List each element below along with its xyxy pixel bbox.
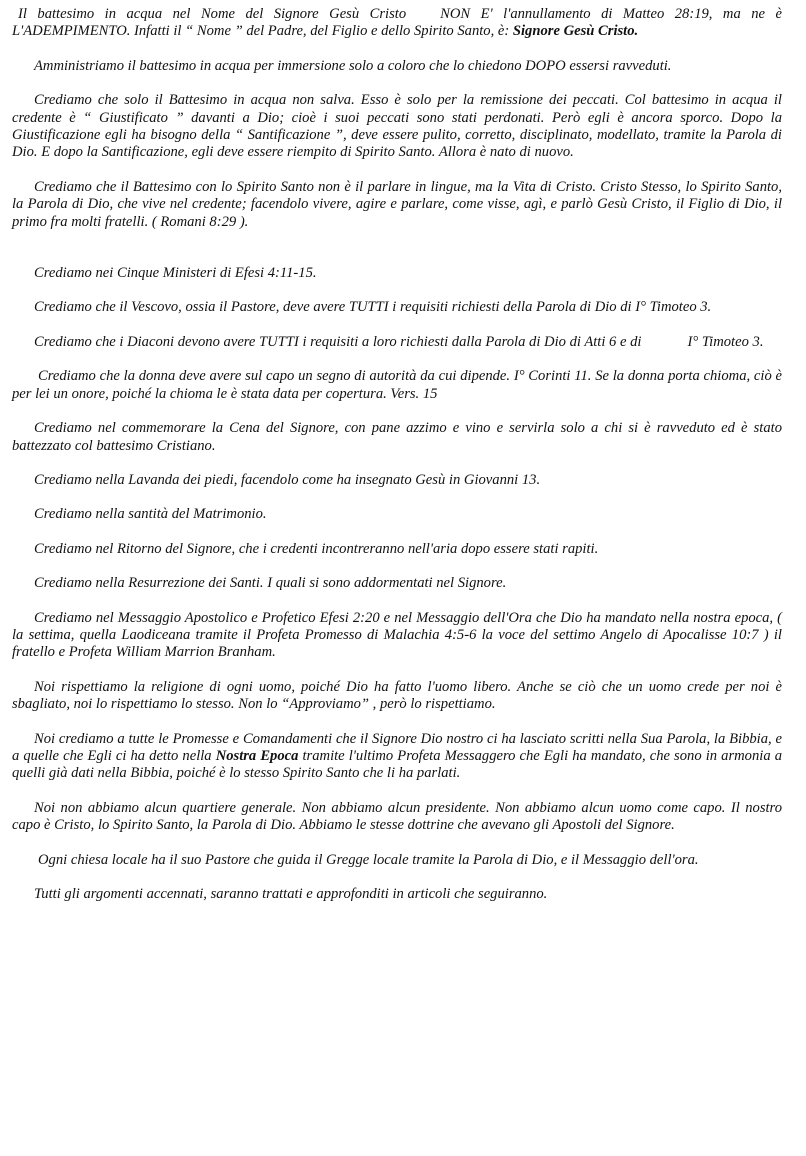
paragraph-headquarters: Noi non abbiamo alcun quartiere generale. Non abbiamo alcun presidente. Non abbiamo alcun uomo come capo. Il nostro capo è Cristo, lo Spirito Santo, la Parola di Dio. Abbiamo le stesse dottrine che avevano gli Apostoli del Signore. xyxy=(12,799,782,834)
paragraph-lords-supper: Crediamo nel commemorare la Cena del Signore, con pane azzimo e vino e servirla solo a chi si è ravveduto ed è stato battezzato col battesimo Cristiano. xyxy=(12,420,782,454)
paragraph-baptism-name-strong: Signore Gesù Cristo. xyxy=(512,23,639,40)
paragraph-baptism-name xyxy=(12,6,782,41)
paragraph-deacons-lead: Crediamo che i Diaconi devono avere TUTTI i requisiti a loro richiesti dalla Parola di Dio di Atti 6 e di xyxy=(34,333,642,350)
paragraph-resurrection: Crediamo nella Resurrezione dei Santi. I quali si sono addormentati nel Signore. xyxy=(34,575,507,592)
paragraph-woman-head: Crediamo che la donna deve avere sul capo un segno di autorità da cui dipende. I° Corinti 11. Se la donna porta chioma, ciò è per lei un onore, poiché la chioma le è stata data per copertura. Vers. 15 xyxy=(12,368,782,402)
paragraph-baptism-name-lead: Il battesimo in acqua nel Nome del Signore Gesù Cristo xyxy=(18,6,407,22)
paragraph-promises-lead: Noi crediamo a tutte le Promesse e Comandamenti che il Signore Dio nostro ci ha lasciato scritti nella Sua Parola, la Bibbia, e a quelle che Egli ci ha detto nella xyxy=(12,730,782,764)
paragraph-foot-washing: Crediamo nella Lavanda dei piedi, facendolo come ha insegnato Gesù in Giovanni 13. xyxy=(34,471,541,488)
paragraph-return: Crediamo nel Ritorno del Signore, che i credenti incontreranno nell'aria dopo essere stati rapiti. xyxy=(34,540,599,557)
spacer xyxy=(12,248,782,265)
paragraph-promises-tail: tramite l'ultimo Profeta Messaggero che Egli ha mandato, che sono in armonia a quelli già dati nella Bibbia, poiché è lo stesso Spirito Santo che li ha parlati. xyxy=(12,747,782,782)
paragraph-holy-spirit-baptism: Crediamo che il Battesimo con lo Spirito Santo non è il parlare in lingue, ma la Vita di Cristo. Cristo Stesso, lo Spirito Santo, la Parola di Dio, che vive nel credente; facendolo vivere, agire e parlare, come visse, agì, e parlò Gesù Cristo, il Figlio di Dio, il primo fra molti fratelli. ( Romani 8:29 ). xyxy=(12,178,782,230)
document-page xyxy=(12,6,782,920)
paragraph-promises xyxy=(12,731,782,783)
paragraph-five-ministries: Crediamo nei Cinque Ministeri di Efesi 4:11-15. xyxy=(34,265,317,282)
paragraph-immersion: Amministriamo il battesimo in acqua per immersione solo a coloro che lo chiedono DOPO essersi ravveduti. xyxy=(34,57,672,74)
paragraph-baptism-name-body: NON E' l'annullamento di Matteo 28:19, ma ne è L'ADEMPIMENTO. Infatti il “ Nome ” del Padre, del Figlio e dello Spirito Santo, è: xyxy=(12,6,782,40)
paragraph-bishop: Crediamo che il Vescovo, ossia il Pastore, deve avere TUTTI i requisiti richiesti della Parola di Dio di I° Timoteo 3. xyxy=(34,299,712,316)
paragraph-closing: Tutti gli argomenti accennati, saranno trattati e approfonditi in articoli che seguiranno. xyxy=(34,886,548,902)
paragraph-deacons-tail: Timoteo 3. xyxy=(701,333,764,350)
paragraph-water-baptism: Crediamo che solo il Battesimo in acqua non salva. Esso è solo per la remissione dei peccati. Col battesimo in acqua il credente è “ Giustificato ” davanti a Dio; cioè i suoi peccati sono stati perdonati. Però egli è ancora sporco. Dopo la Giustificazione egli ha bisogno della “ Santificazione ”, deve essere pulito, corretto, disciplinato, modellato, tramite la Parola di Dio. E dopo la Santificazione, egli deve essere riempito di Spirito Santo. Allora è nato di nuovo. xyxy=(12,92,782,161)
paragraph-promises-strong: Nostra Epoca xyxy=(215,747,299,764)
paragraph-marriage: Crediamo nella santità del Matrimonio. xyxy=(34,506,267,523)
paragraph-deacons-ref: I° xyxy=(687,333,699,350)
paragraph-local-church: Ogni chiesa locale ha il suo Pastore che guida il Gregge locale tramite la Parola di Dio, e il Messaggio dell'ora. xyxy=(38,851,699,868)
paragraph-message: Crediamo nel Messaggio Apostolico e Profetico Efesi 2:20 e nel Messaggio dell'Ora che Dio ha mandato nella nostra epoca, ( la settima, quella Laodiceana tramite il Profeta Promesso di Malachia 4:5-6 la voce del settimo Angelo di Apocalisse 10:7 ) il fratello e Profeta William Marrion Branham. xyxy=(12,609,782,661)
paragraph-deacons xyxy=(12,334,782,351)
paragraph-respect: Noi rispettiamo la religione di ogni uomo, poiché Dio ha fatto l'uomo libero. Anche se ciò che un uomo crede per noi è sbagliato, noi lo rispettiamo lo stesso. Non lo “Approviamo” , però lo rispettiamo. xyxy=(12,678,782,713)
